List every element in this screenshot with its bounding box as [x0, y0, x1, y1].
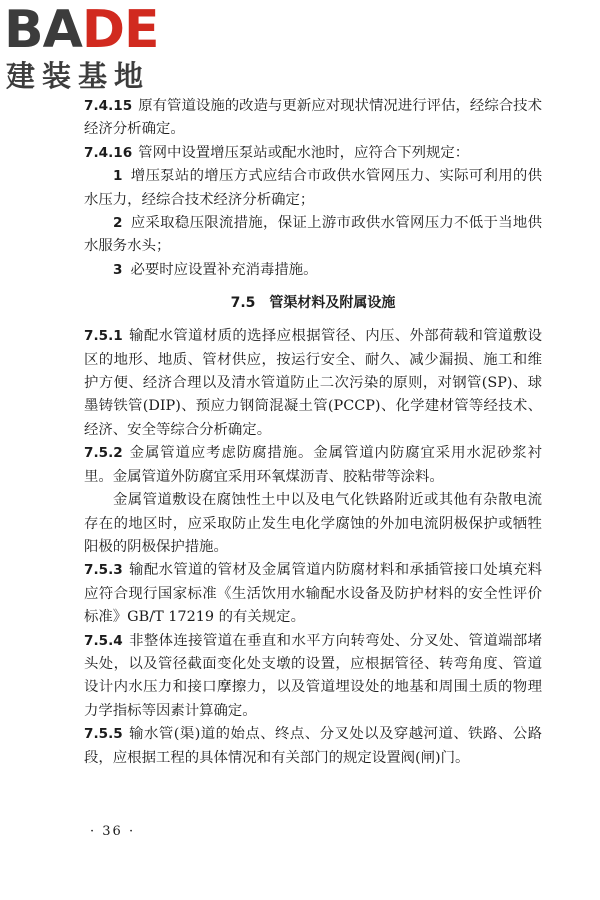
item-number: 3: [113, 261, 123, 278]
clause-7-5-2: [84, 442, 542, 489]
bade-logo: [4, 2, 184, 94]
clause-7-4-15: [84, 95, 542, 142]
clause-text: 管网中设置增压泵站或配水池时，应符合下列规定：: [138, 144, 470, 161]
clause-text: 输配水管道的管材及金属管道内防腐材料和承插管接口处填充料应符合现行国家标准《生活饮用水输配水设备及防护材料的安全性评价标准》GB/T 17219 的有关规定。: [84, 562, 542, 626]
item-number: 2: [113, 215, 123, 232]
clause-number: 7.5.2: [84, 445, 123, 462]
clause-text: 金属管道应考虑防腐措施。金属管道内防腐宜采用水泥砂浆衬里。金属管道外防腐宜采用环氧煤沥青、胶粘带等涂料。: [84, 445, 542, 485]
page-number: · 36 ·: [90, 824, 136, 839]
item-text: 必要时应设置补充消毒措施。: [130, 261, 318, 278]
clause-text: 原有管道设施的改造与更新应对现状情况进行评估，经综合技术经济分析确定。: [84, 98, 542, 138]
clause-number: 7.4.16: [84, 144, 133, 161]
clause-7-5-3: [84, 559, 542, 629]
item-number: 1: [113, 168, 123, 185]
logo-wordmark: [4, 2, 159, 58]
logo-word-part2: DE: [81, 0, 159, 60]
clause-number: 7.5.1: [84, 328, 123, 345]
page-content: [84, 95, 542, 770]
clause-text: 非整体连接管道在垂直和水平方向转弯处、分叉处、管道端部堵头处，以及管径截面变化处支墩的设置，应根据管径、转弯角度、管道设计内水压力和接口摩擦力，以及管道埋设处的地基和周围土质的物理力学指标等因素计算确定。: [84, 632, 542, 719]
item-text: 增压泵站的增压方式应结合市政供水管网压力、实际可利用的供水压力，经综合技术经济分析确定；: [84, 168, 542, 208]
clause-7-5-1: [84, 325, 542, 442]
clause-7-4-16: [84, 142, 542, 165]
logo-word-part1: BA: [4, 0, 82, 60]
clause-7-5-4: [84, 630, 542, 724]
list-item: [84, 259, 542, 282]
section-heading: [84, 292, 542, 315]
list-item: [84, 165, 542, 212]
section-title: 管渠材料及附属设施: [269, 295, 396, 312]
section-number: 7.5: [230, 295, 256, 312]
list-item: [84, 212, 542, 259]
clause-text: 输配水管道材质的选择应根据管径、内压、外部荷载和管道敷设区的地形、地质、管材供应，按运行安全、耐久、减少漏损、施工和维护方便、经济合理以及清水管道防止二次污染的原则，对钢管(SP)、球墨铸铁管(DIP)、预应力钢筒混凝土管(PCCP)、化学建材管等经技术、经济、安全等综合分析确定。: [84, 328, 542, 438]
clause-number: 7.5.5: [84, 726, 123, 743]
clause-text: 输水管(渠)道的始点、终点、分叉处以及穿越河道、铁路、公路段，应根据工程的具体情况和有关部门的规定设置阀(闸)门。: [84, 726, 542, 766]
clause-number: 7.5.4: [84, 632, 123, 649]
logo-subtitle: 建装基地: [6, 59, 151, 93]
clause-number: 7.5.3: [84, 562, 123, 579]
clause-7-5-2-continuation: 金属管道敷设在腐蚀性土中以及电气化铁路附近或其他有杂散电流存在的地区时，应采取防止发生电化学腐蚀的外加电流阴极保护或牺牲阳极的阴极保护措施。: [84, 492, 542, 555]
clause-number: 7.4.15: [84, 98, 133, 114]
clause-7-5-5: [84, 723, 542, 770]
item-text: 应采取稳压限流措施，保证上游市政供水管网压力不低于当地供水服务水头；: [84, 215, 542, 255]
